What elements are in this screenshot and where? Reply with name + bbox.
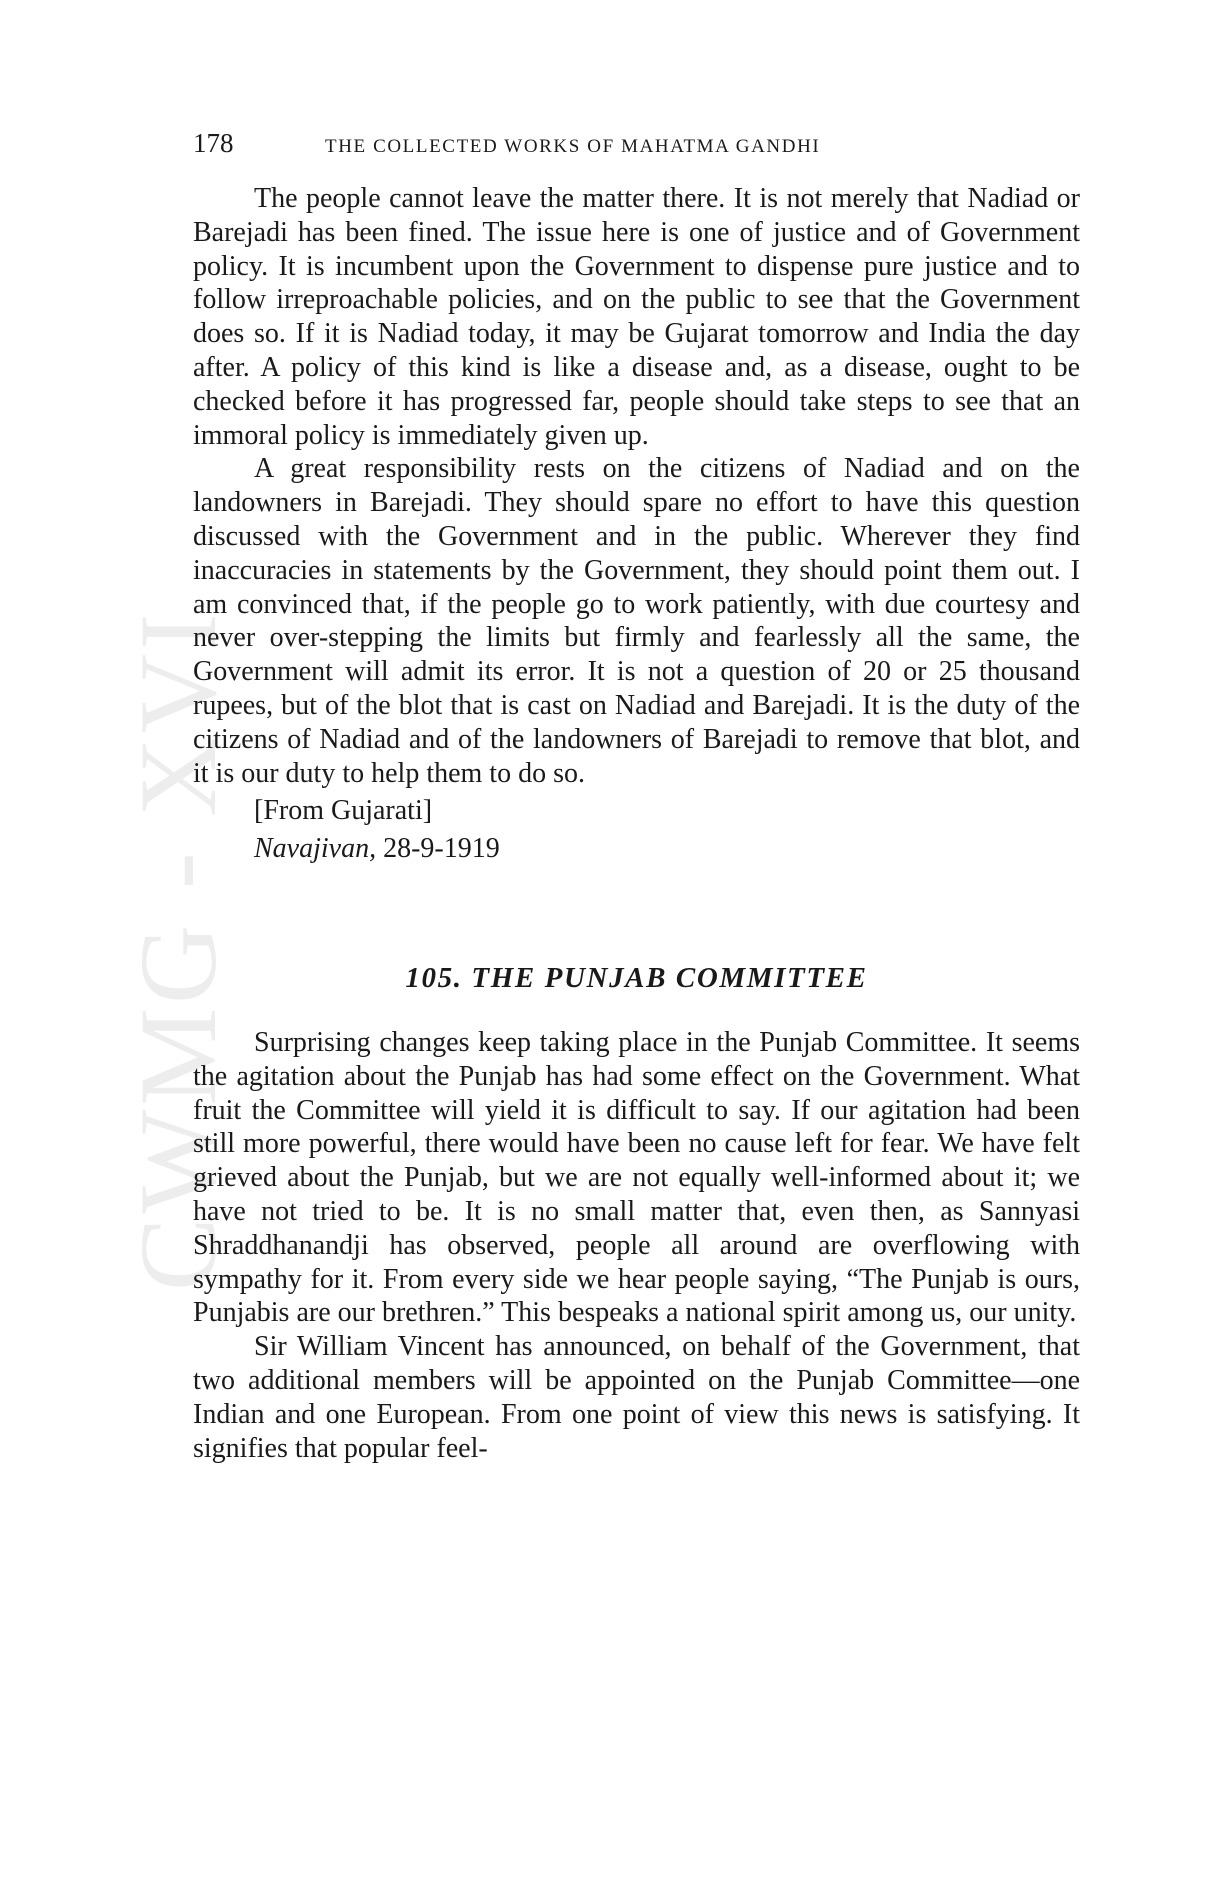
body-paragraph: Sir William Vincent has announced, on behalf of the Government, that two additional members will be appointed on the Punjab Committee—one Indian and one European. From one point of view this news is satisfying. It signifies that popular feel- bbox=[193, 1331, 1080, 1464]
source-date: 28-9-1919 bbox=[383, 833, 500, 865]
body-paragraph: The people cannot leave the matter there. It is not merely that Nadiad or Barejadi has been fined. The issue here is one of justice and of Government policy. It is incumbent upon the Government to dispense pure justice and to follow irreproachable policies, and on the public to see that the Government does so. If it is Nadiad today, it may be Gujarat tomorrow and India the day after. A policy of this kind is like a disease and, as a disease, ought to be checked before it has progressed far, people should take steps to see that an immoral policy is immediately given up. bbox=[193, 183, 1080, 451]
running-title: THE COLLECTED WORKS OF MAHATMA GANDHI bbox=[325, 136, 821, 157]
body-paragraph: A great responsibility rests on the citizens of Nadiad and on the landowners in Barejadi. They should spare no effort to have this question discussed with the Government and in the public. Wherever they find inaccuracies in statements by the Government, they should point them out. I am convinced that, if the people go to work patiently, with due courtesy and never over-stepping the limits but firmly and fearlessly all the same, the Government will admit its error. It is not a question of 20 or 25 thousand rupees, but of the blot that is cast on Nadiad and Barejadi. It is the duty of the citizens of Nadiad and of the landowners of Barejadi to remove that blot, and it is our duty to help them to do so. bbox=[193, 453, 1080, 789]
source-publication: Navajivan, bbox=[254, 833, 377, 865]
section-heading: 105. THE PUNJAB COMMITTEE bbox=[405, 961, 868, 994]
body-paragraph: Surprising changes keep taking place in the Punjab Committee. It seems the agitation about the Punjab has had some effect on the Government. What fruit the Committee will yield it is difficult to say. If our agitation had been still more powerful, there would have been no cause left for fear. We have felt grieved about the Punjab, but we are not equally well-informed about it; we have not tried to be. It is no small matter that, even then, as Sannyasi Shraddhanandji has observed, people all around are overflowing with sympathy for it. From every side we hear people saying, “The Punjab is ours, Punjabis are our brethren.” This bespeaks a national spirit among us, our unity. bbox=[193, 1026, 1080, 1329]
source-language-note: [From Gujarati] bbox=[254, 795, 433, 827]
page-header bbox=[193, 128, 1080, 168]
source-citation bbox=[193, 832, 1080, 866]
watermark: CWMG - XVI bbox=[117, 609, 239, 1291]
book-page bbox=[193, 128, 1080, 1465]
page-number: 178 bbox=[193, 128, 234, 158]
